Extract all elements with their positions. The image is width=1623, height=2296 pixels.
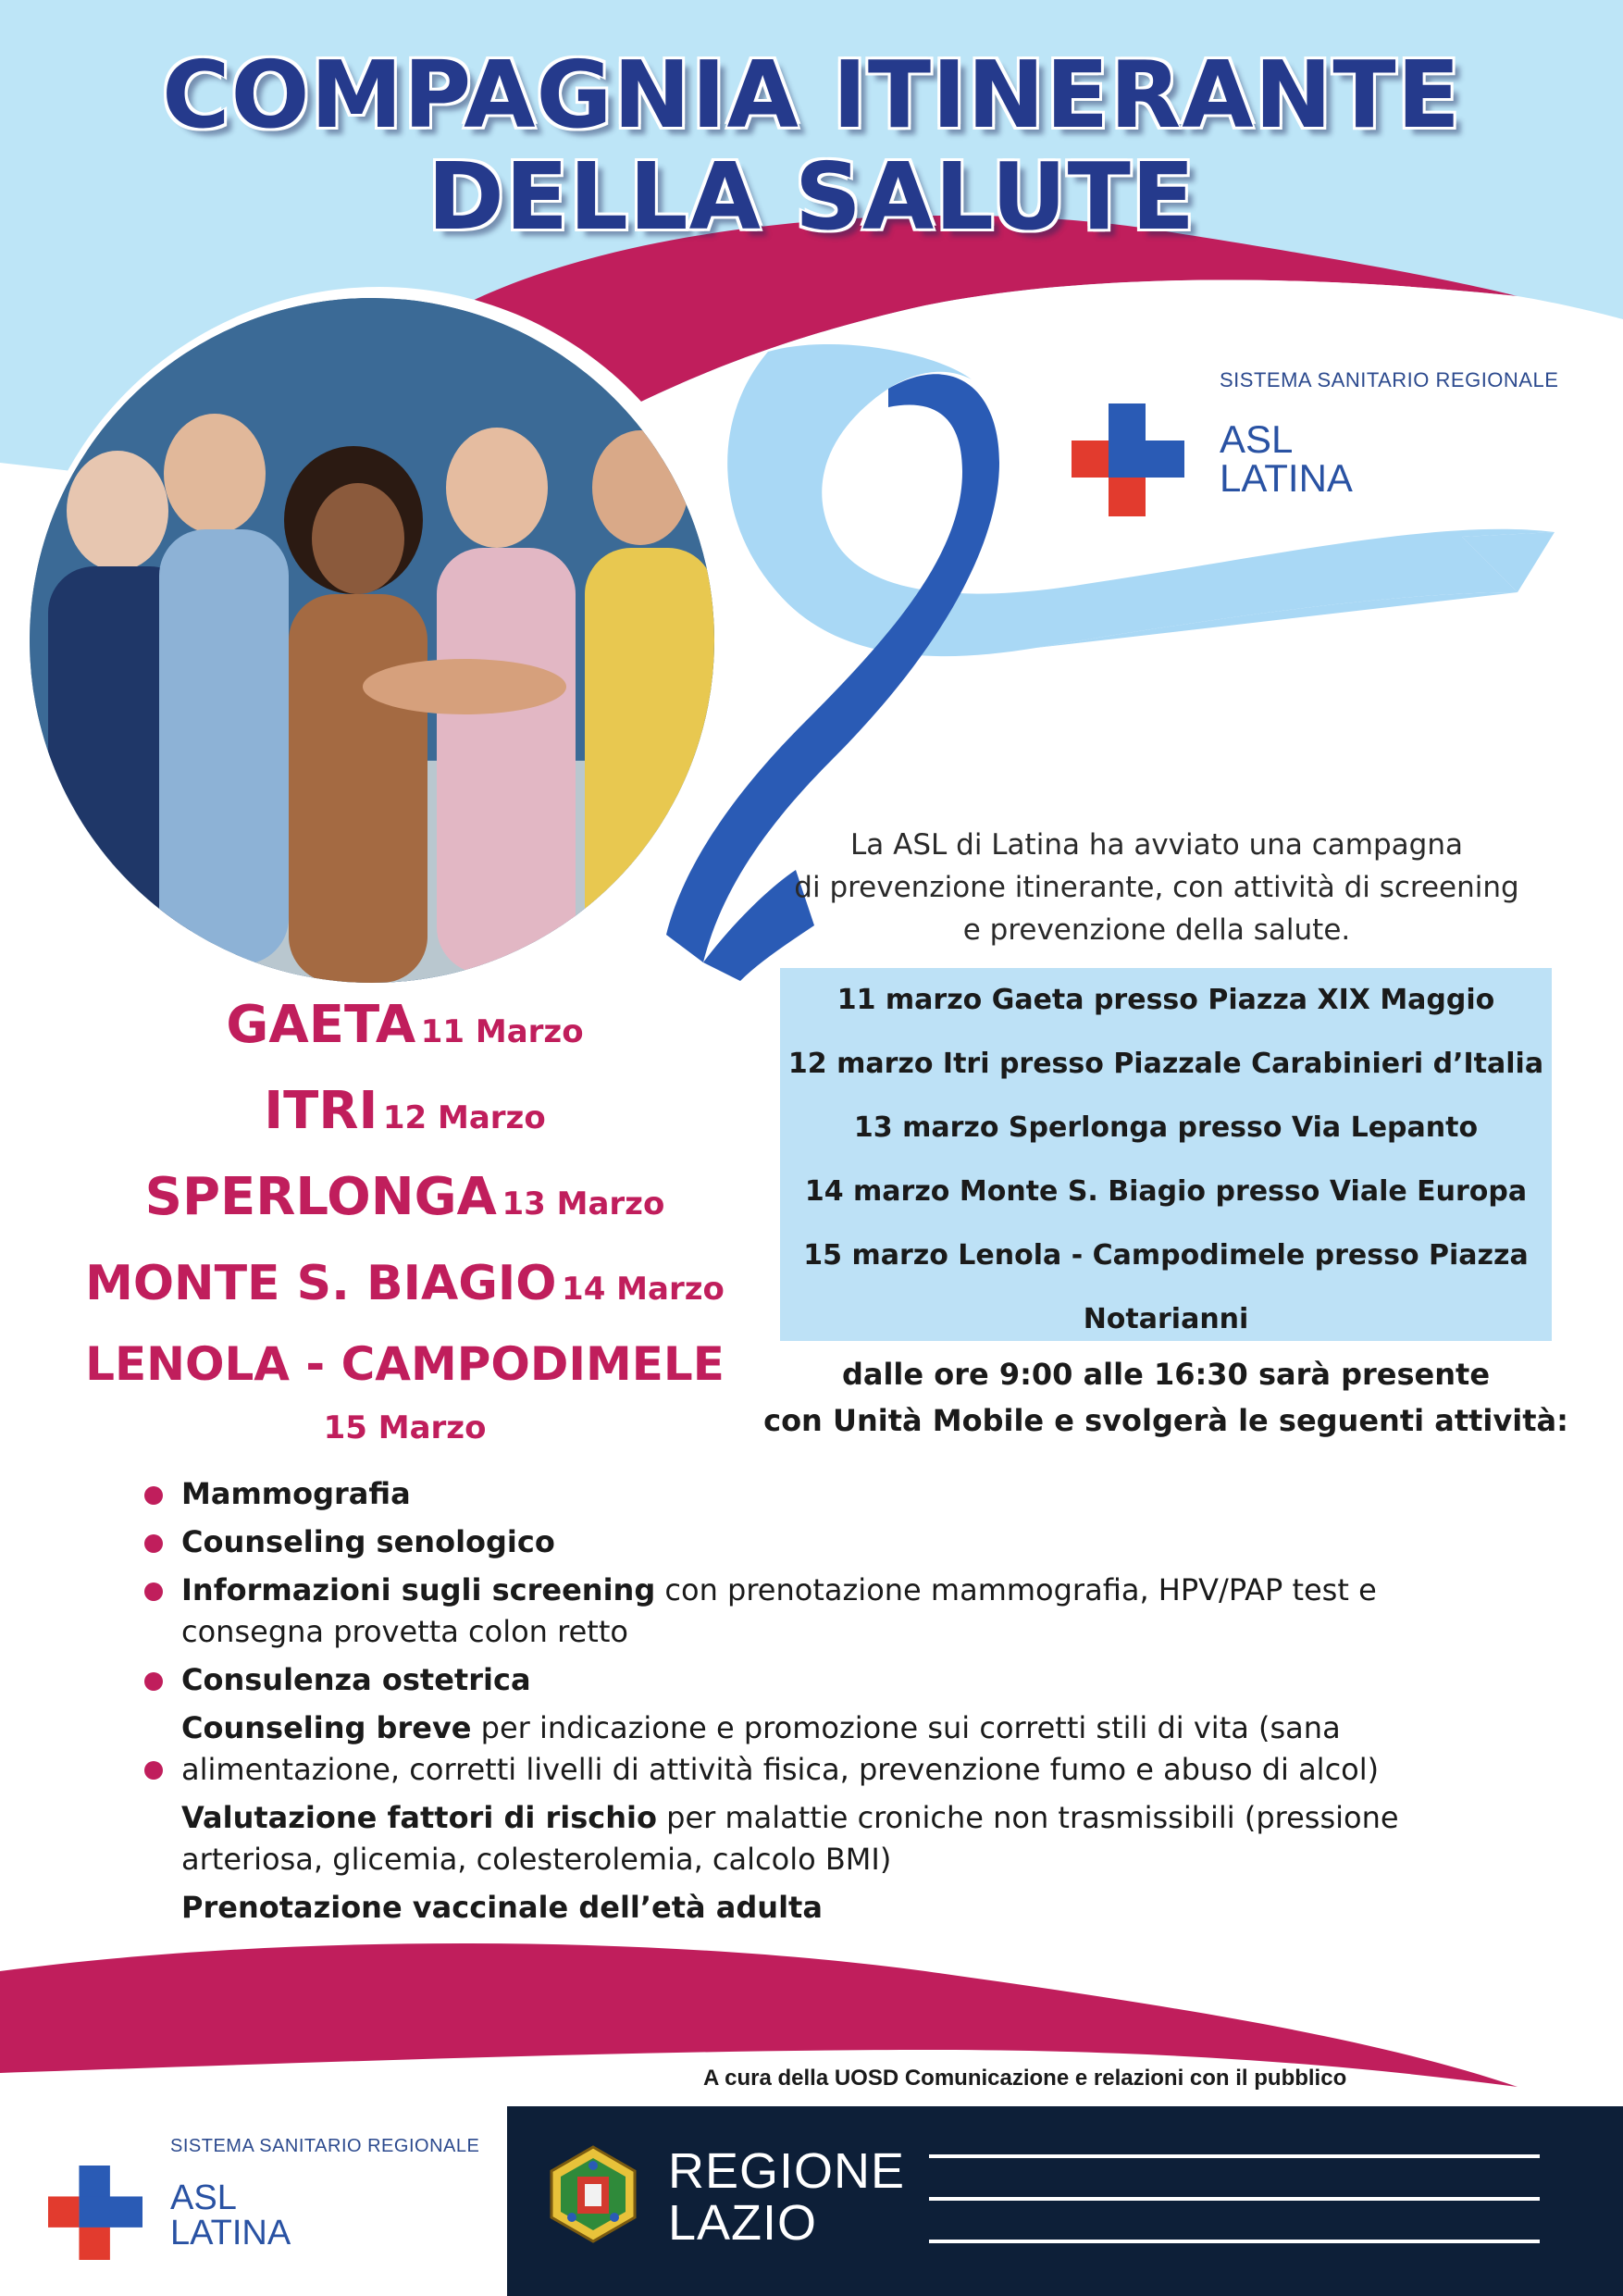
town-row (37, 988, 773, 1074)
activity-text: per malattie croniche non trasmissibili (pressione arteriosa, glicemia, colesterolemia, calcolo BMI) (181, 1800, 1399, 1877)
activity-bold: Counseling senologico (181, 1524, 555, 1559)
town-date: 12 Marzo (382, 1099, 546, 1136)
town-name: MONTE S. BIAGIO (85, 1256, 557, 1311)
town-row (37, 1160, 773, 1247)
town-row (37, 1247, 773, 1332)
footer-line (929, 2240, 1540, 2243)
logo-asl-text: ASL (170, 2178, 237, 2217)
team-photo (30, 298, 714, 983)
intro-text (777, 824, 1536, 951)
activity-item (148, 1473, 1499, 1515)
town-name: LENOLA - CAMPODIMELE (85, 1337, 725, 1391)
bullet-icon (144, 1761, 163, 1780)
activity-text: per indicazione e promozione sui corretti stili di vita (sana alimentazione, corretti livelli di attività fisica, prevenzione fumo e abuso di alcol) (181, 1710, 1380, 1787)
town-name: SPERLONGA (144, 1167, 497, 1227)
activity-item (148, 1570, 1499, 1653)
footer-line (929, 2197, 1540, 2201)
hours-line2: con Unità Mobile e svolgerà le seguenti attività: (763, 1403, 1568, 1438)
town-date: 14 Marzo (562, 1271, 725, 1308)
town-row (37, 1332, 773, 1408)
activity-bold: Consulenza ostetrica (181, 1662, 531, 1697)
town-date: 11 Marzo (420, 1013, 584, 1050)
date-line: 15 marzo Lenola - Campodimele presso Piazza (803, 1239, 1529, 1272)
hours-line1: dalle ore 9:00 alle 16:30 sarà presente (841, 1357, 1491, 1392)
town-row (37, 1074, 773, 1160)
town-date: 15 Marzo (323, 1409, 487, 1446)
towns-list (37, 988, 773, 1454)
activity-text: con prenotazione mammografia, HPV/PAP test e consegna provetta colon retto (181, 1572, 1377, 1649)
town-name: ITRI (264, 1081, 378, 1141)
activity-bold: Informazioni sugli screening (181, 1572, 656, 1607)
logo-latina-text: LATINA (170, 2214, 291, 2253)
bullet-icon (144, 1672, 163, 1691)
bullet-icon (144, 1534, 163, 1553)
date-line: 14 marzo Monte S. Biagio presso Viale Europa (804, 1175, 1528, 1208)
activity-item (148, 1797, 1499, 1880)
town-row (37, 1408, 773, 1454)
date-line: 13 marzo Sperlonga presso Via Lepanto (853, 1111, 1479, 1144)
activity-item (148, 1887, 1499, 1929)
date-line: 12 marzo Itri presso Piazzale Carabinieri d’Italia (787, 1048, 1544, 1080)
date-line: Notarianni (1083, 1303, 1249, 1335)
activity-item (148, 1659, 1499, 1701)
poster-title-line2: DELLA SALUTE (427, 143, 1196, 251)
poster-title-line1: COMPAGNIA ITINERANTE (162, 41, 1461, 149)
activity-bold: Valutazione fattori di rischio (181, 1800, 657, 1835)
regione-line1: REGIONE (668, 2143, 906, 2199)
town-date: 13 Marzo (502, 1185, 665, 1222)
regione-line2: LAZIO (668, 2195, 818, 2251)
intro-line3: e prevenzione della salute. (962, 913, 1351, 947)
logo-small-text: SISTEMA SANITARIO REGIONALE (1220, 368, 1559, 391)
activity-bold: Mammografia (181, 1476, 411, 1511)
logo-asl-text: ASL (1220, 417, 1294, 461)
activity-item (148, 1707, 1499, 1791)
activity-bold: Prenotazione vaccinale dell’età adulta (181, 1890, 823, 1925)
regione-lazio-text (668, 2145, 905, 2249)
logo-latina-text: LATINA (1220, 456, 1353, 500)
dates-box (780, 968, 1552, 1341)
bullet-icon (144, 1486, 163, 1505)
activity-bold: Counseling breve (181, 1710, 472, 1745)
date-line: 11 marzo Gaeta presso Piazza XIX Maggio (836, 984, 1495, 1016)
logo-small-text: SISTEMA SANITARIO REGIONALE (170, 2136, 480, 2156)
town-name: GAETA (226, 995, 416, 1055)
hours-text (759, 1351, 1573, 1444)
asl-cross-icon (1072, 403, 1184, 516)
bullet-icon (144, 1582, 163, 1601)
activities-list (148, 1473, 1499, 1935)
regione-lazio-crest-icon (544, 2145, 642, 2243)
asl-cross-icon (48, 2166, 142, 2260)
footer-line (929, 2154, 1540, 2158)
credit-text: A cura della UOSD Comunicazione e relazioni con il pubblico (703, 2066, 1347, 2091)
activity-item (148, 1521, 1499, 1563)
intro-line1: La ASL di Latina ha avviato una campagna (850, 828, 1463, 862)
intro-line2: di prevenzione itinerante, con attività di screening (794, 871, 1519, 904)
